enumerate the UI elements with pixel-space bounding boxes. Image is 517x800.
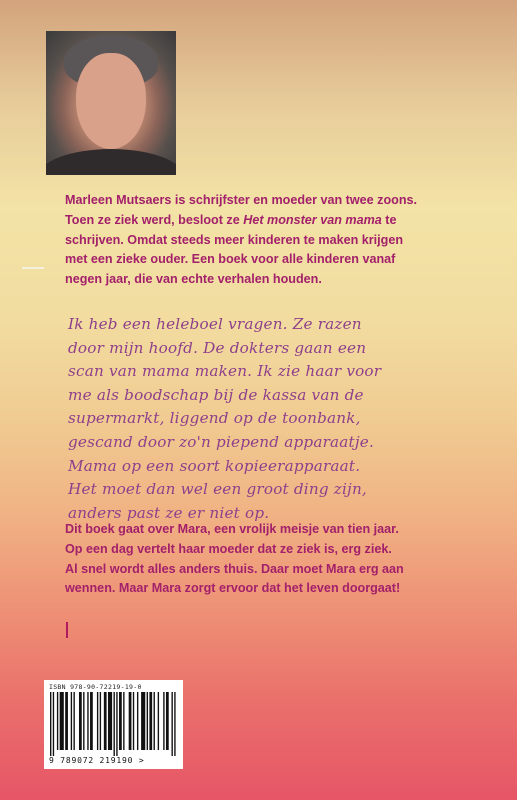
bio-line: negen jaar, die van echte verhalen houden. bbox=[65, 272, 322, 287]
barcode-bar bbox=[53, 692, 54, 756]
barcode-bar bbox=[65, 692, 68, 750]
blurb-line: Op een dag vertelt haar moeder dat ze ziek is, erg ziek. bbox=[65, 541, 392, 556]
barcode-bar bbox=[57, 692, 58, 750]
barcode-bar bbox=[166, 692, 169, 750]
barcode-bar bbox=[119, 692, 122, 750]
barcode-bar bbox=[60, 692, 64, 750]
book-blurb bbox=[65, 520, 505, 599]
excerpt-line: Mama op een soort kopieerapparaat. bbox=[68, 456, 361, 475]
excerpt-line: Het moet dan wel een groot ding zijn, bbox=[68, 480, 367, 499]
barcode-bar bbox=[154, 692, 155, 750]
barcode-bar bbox=[79, 692, 82, 750]
barcode-bar bbox=[87, 692, 88, 750]
barcode-digits: 9 789072 219190 > bbox=[49, 756, 145, 765]
barcode-bar bbox=[114, 692, 115, 756]
barcode-bar bbox=[147, 692, 148, 750]
excerpt-line: door mijn hoofd. De dokters gaan een bbox=[68, 338, 367, 357]
barcode-bar bbox=[158, 692, 159, 750]
excerpt-line: supermarkt, liggend op de toonbank, bbox=[68, 409, 361, 428]
barcode-bar bbox=[137, 692, 138, 750]
excerpt-line: Ik heb een heleboel vragen. Ze razen bbox=[68, 315, 362, 333]
bio-line: Marleen Mutsaers is schrijfster en moeder van twee zoons. bbox=[65, 193, 418, 207]
barcode-bar bbox=[163, 692, 164, 750]
blurb-line: Dit boek gaat over Mara, een vrolijk meisje van tien jaar. bbox=[65, 522, 399, 536]
barcode-bar bbox=[133, 692, 134, 750]
blurb-line: wennen. Maar Mara zorgt ervoor dat het leven doorgaat! bbox=[65, 581, 401, 596]
author-photo bbox=[46, 31, 176, 175]
isbn-barcode bbox=[44, 680, 183, 769]
barcode-bar bbox=[123, 692, 124, 750]
barcode-bar bbox=[174, 692, 175, 756]
barcode-bar bbox=[108, 692, 112, 750]
bio-line: Toen ze ziek werd, besloot ze Het monster van mama te bbox=[65, 212, 397, 227]
bio-line: met een zieke ouder. Een boek voor alle kinderen vanaf bbox=[65, 252, 396, 267]
handwritten-excerpt bbox=[68, 313, 508, 525]
author-bio bbox=[65, 191, 495, 290]
decorative-dash bbox=[22, 267, 44, 269]
barcode-bar bbox=[71, 692, 72, 750]
barcode-bars bbox=[49, 692, 178, 756]
barcode-bar bbox=[73, 692, 74, 750]
barcode-bar bbox=[149, 692, 152, 750]
barcode-bar bbox=[100, 692, 101, 750]
barcode-bar bbox=[83, 692, 84, 750]
excerpt-line: anders past ze er niet op. bbox=[68, 503, 270, 522]
isbn-label: ISBN 978-90-72219-19-0 bbox=[49, 683, 142, 691]
blurb-line: Al snel wordt alles anders thuis. Daar moet Mara erg aan bbox=[65, 561, 404, 576]
barcode-bar bbox=[129, 692, 132, 750]
excerpt-line: me als boodschap bij de kassa van de bbox=[68, 385, 364, 404]
barcode-bar bbox=[141, 692, 145, 750]
excerpt-line: scan van mama maken. Ik zie haar voor bbox=[68, 362, 382, 381]
barcode-bar bbox=[97, 692, 98, 750]
decorative-vertical-mark bbox=[66, 622, 68, 638]
barcode-bar bbox=[171, 692, 172, 756]
barcode-bar bbox=[116, 692, 117, 756]
bio-line: schrijven. Omdat steeds meer kinderen te maken krijgen bbox=[65, 232, 404, 247]
barcode-bar bbox=[90, 692, 93, 750]
excerpt-line: gescand door zo'n piepend apparaatje. bbox=[68, 432, 374, 451]
barcode-bar bbox=[50, 692, 51, 756]
barcode-bar bbox=[104, 692, 107, 750]
book-title-italic: Het monster van mama bbox=[243, 212, 382, 227]
